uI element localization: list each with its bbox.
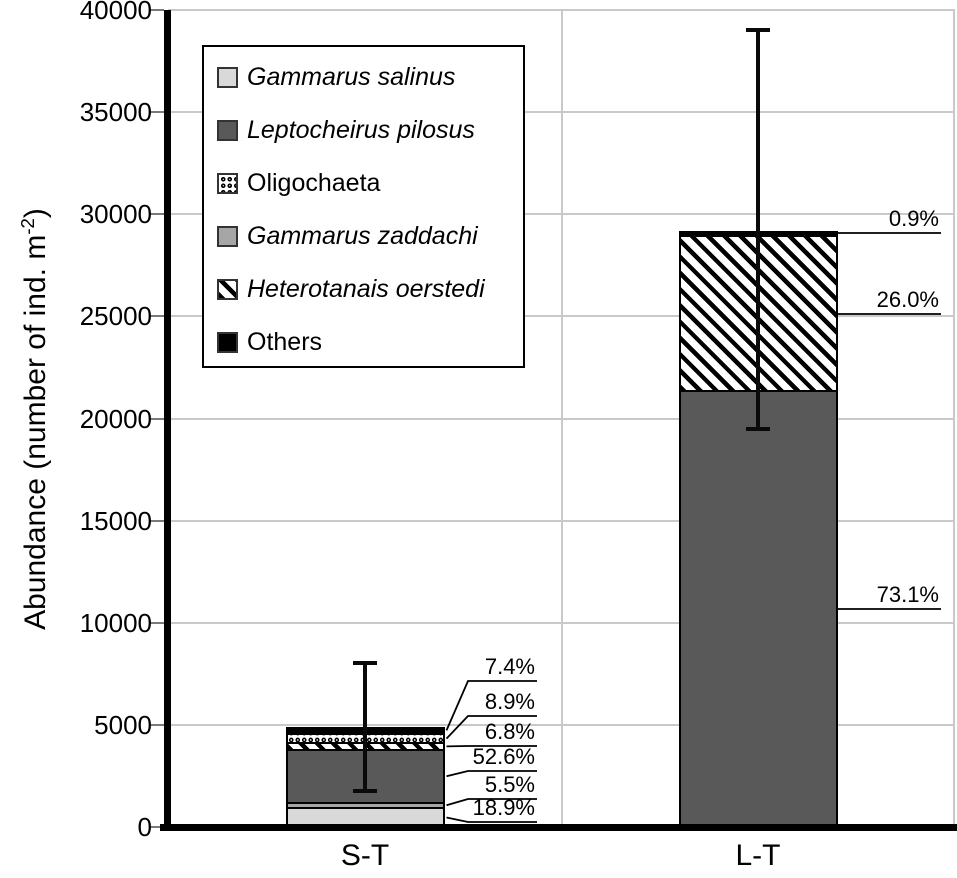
legend-item-gammarus-salinus: [217, 62, 455, 92]
legend-swatch-lightgray: [217, 67, 238, 88]
legend-label-heterotanais-oerstedi: Heterotanais oerstedi: [247, 275, 485, 303]
legend-item-gammarus-zaddachi: [217, 221, 478, 251]
legend-label-leptocheirus-pilosus: Leptocheirus pilosus: [247, 116, 475, 144]
y-tick-label: 35000: [79, 97, 152, 128]
y-tick-label: 5000: [94, 709, 152, 740]
percent-label-l-t-heterotanais-oerstedi: 26.0%: [876, 287, 939, 312]
legend: [202, 45, 525, 368]
legend-item-heterotanais-oerstedi: [217, 274, 485, 304]
error-bar-cap-top-s-t: [353, 661, 377, 665]
y-axis-title-superscript: -2: [17, 218, 38, 235]
y-axis-line: [164, 10, 171, 831]
x-tick-label-s-t: S-T: [340, 839, 390, 872]
percent-label-s-t-gammarus-salinus: 18.9%: [472, 795, 535, 820]
x-tick-label-l-t: L-T: [735, 839, 781, 872]
legend-swatch-hatch: [217, 279, 238, 300]
legend-item-others: [217, 327, 322, 357]
legend-swatch-dots: [217, 173, 238, 194]
error-bar-cap-top-l-t: [746, 28, 770, 32]
category-divider-gridline: [561, 10, 563, 827]
y-tick-label: 25000: [79, 301, 152, 332]
legend-label-others: Others: [247, 328, 323, 356]
y-axis-title-close: ): [19, 208, 52, 219]
y-tick-label: 20000: [79, 403, 152, 434]
percent-label-s-t-heterotanais-oerstedi: 6.8%: [484, 719, 535, 744]
percent-label-s-t-gammarus-zaddachi: 5.5%: [484, 772, 535, 797]
percent-label-s-t-others: 7.4%: [484, 654, 535, 679]
y-tick-label: 0: [137, 812, 152, 842]
legend-swatch-darkgray: [217, 120, 238, 141]
legend-item-leptocheirus-pilosus: [217, 115, 475, 145]
error-bar-cap-bottom-s-t: [353, 789, 377, 793]
error-bar-s-t: [363, 663, 367, 792]
percent-label-l-t-others: 0.9%: [888, 206, 939, 231]
legend-item-oligochaeta: [217, 168, 380, 198]
legend-swatch-midgray: [217, 226, 238, 247]
x-axis-line: [160, 824, 957, 831]
error-bar-l-t: [756, 30, 760, 428]
y-tick-label: 10000: [79, 607, 152, 638]
percent-label-s-t-leptocheirus-pilosus: 52.6%: [472, 744, 535, 769]
percent-label-s-t-oligochaeta: 8.9%: [484, 689, 535, 714]
percent-label-l-t-leptocheirus-pilosus: 73.1%: [876, 582, 939, 607]
legend-label-gammarus-zaddachi: Gammarus zaddachi: [247, 222, 478, 250]
legend-label-gammarus-salinus: Gammarus salinus: [247, 63, 456, 91]
y-tick-label: 15000: [79, 505, 152, 536]
legend-swatch-black: [217, 332, 238, 353]
error-bar-cap-bottom-l-t: [746, 427, 770, 431]
y-tick-label: 30000: [79, 199, 152, 230]
y-tick-label: 40000: [79, 0, 152, 25]
legend-label-oligochaeta: Oligochaeta: [247, 169, 381, 197]
y-axis-title-text: Abundance (number of ind. m: [19, 234, 52, 630]
